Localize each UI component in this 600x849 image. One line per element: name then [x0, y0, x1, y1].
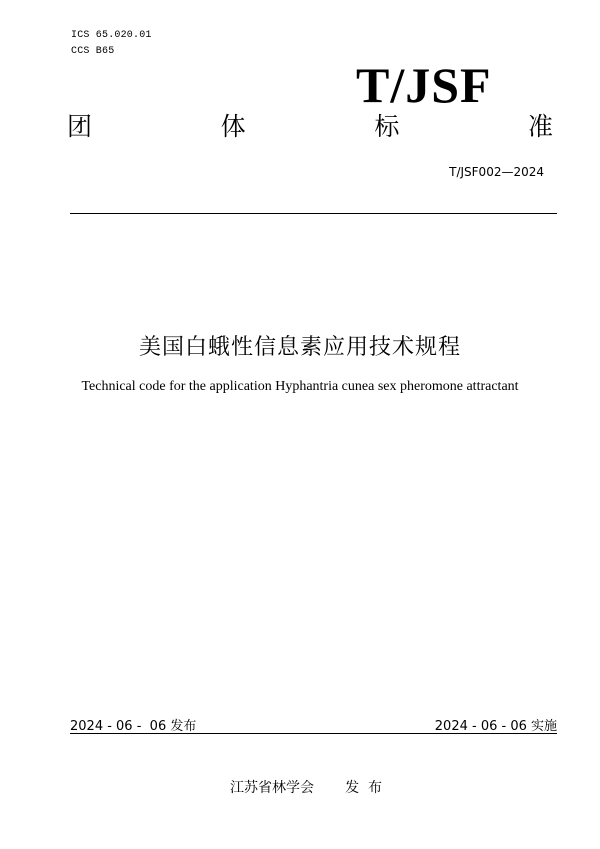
bottom-divider	[70, 733, 557, 734]
standard-number: T/JSF002—2024	[449, 165, 544, 179]
publish-date: 2024 - 06 - 06 发布	[70, 719, 197, 734]
ics-code: ICS 65.020.01	[71, 30, 152, 41]
standard-type-char: 团	[67, 112, 93, 141]
effective-date: 2024 - 06 - 06 实施	[434, 719, 557, 734]
document-title-english: Technical code for the application Hyphantria cunea sex pheromone attractant	[81, 379, 519, 394]
issuing-organization: 江苏省林学会 发 布	[230, 780, 383, 796]
standard-type-char: 准	[527, 112, 553, 141]
standard-type-char: 体	[220, 112, 246, 141]
standard-type-heading	[67, 114, 553, 139]
standard-logo: T/JSF	[356, 57, 492, 113]
standard-type-char: 标	[374, 112, 400, 141]
ccs-code: CCS B65	[71, 46, 115, 57]
top-divider	[70, 213, 557, 214]
document-title-chinese: 美国白蛾性信息素应用技术规程	[138, 335, 461, 360]
